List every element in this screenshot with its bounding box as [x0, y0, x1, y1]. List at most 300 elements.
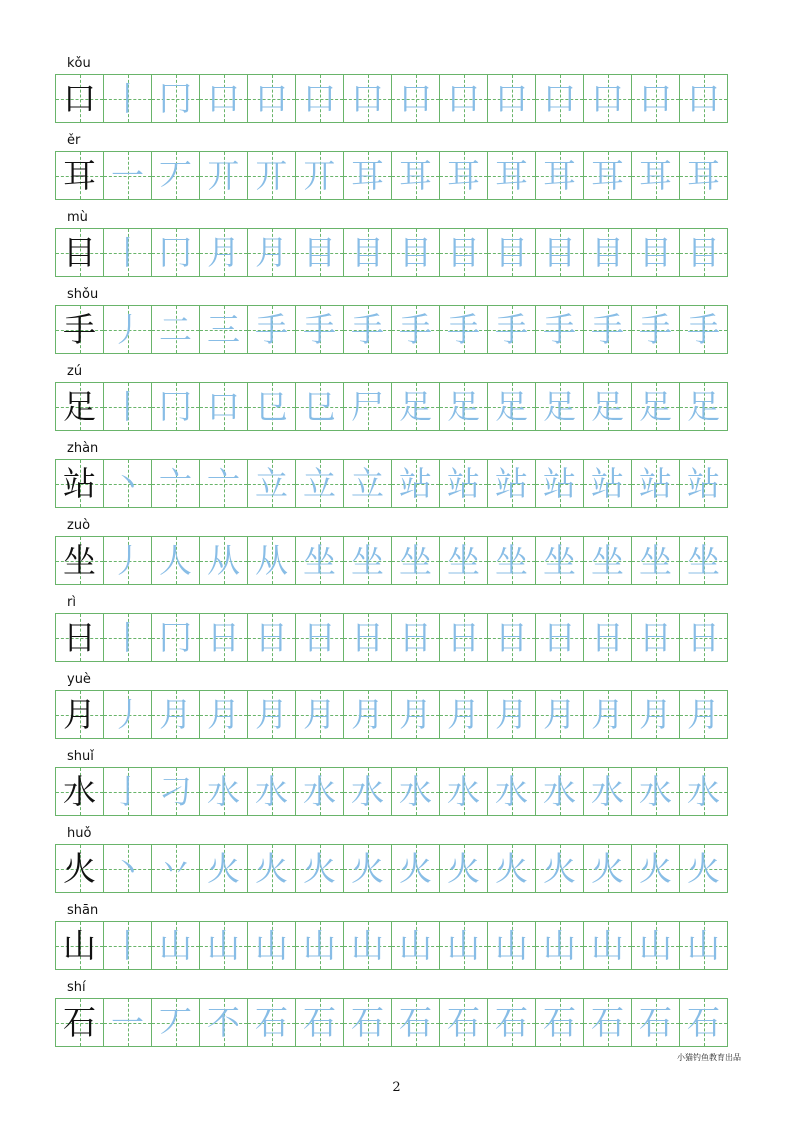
trace-cell: [343, 844, 392, 893]
stroke-step-character: 耳: [543, 156, 576, 195]
trace-cell: [295, 74, 344, 123]
trace-cell: [391, 228, 440, 277]
trace-cell: [103, 613, 152, 662]
stroke-step-character: 尸: [351, 387, 384, 426]
pinyin-label: shān: [67, 903, 99, 918]
trace-cell: [343, 998, 392, 1047]
practice-row: [55, 594, 741, 666]
trace-cell: [487, 228, 536, 277]
trace-cell: [679, 151, 728, 200]
stroke-step-character: 水: [639, 772, 672, 811]
stroke-step-character: 口: [303, 79, 336, 118]
trace-cell: [487, 382, 536, 431]
trace-cell: [583, 459, 632, 508]
trace-cell: [679, 459, 728, 508]
stroke-step-character: 石: [543, 1003, 576, 1042]
stroke-step-character: 山: [687, 926, 720, 965]
trace-cell: [679, 690, 728, 739]
stroke-step-character: 石: [591, 1003, 624, 1042]
trace-cell: [679, 921, 728, 970]
trace-cell: [151, 536, 200, 585]
stroke-step-character: 坐: [399, 541, 432, 580]
trace-cell: [103, 74, 152, 123]
stroke-step-character: 山: [591, 926, 624, 965]
stroke-step-character: 日: [543, 618, 576, 657]
trace-cell: [199, 536, 248, 585]
trace-cell: [631, 74, 680, 123]
trace-cell: [487, 536, 536, 585]
trace-cell: [199, 305, 248, 354]
model-cell: [55, 767, 104, 816]
stroke-step-character: 站: [543, 464, 576, 503]
trace-cell: [487, 767, 536, 816]
stroke-step-character: 口: [399, 79, 432, 118]
stroke-step-character: 日: [351, 618, 384, 657]
stroke-step-character: 刁: [159, 772, 192, 811]
stroke-step-character: 坐: [639, 541, 672, 580]
trace-cell: [391, 382, 440, 431]
trace-cell: [583, 921, 632, 970]
stroke-step-character: 山: [447, 926, 480, 965]
trace-cell: [583, 74, 632, 123]
trace-cell: [151, 305, 200, 354]
trace-cell: [583, 151, 632, 200]
trace-cell: [343, 151, 392, 200]
trace-cell: [391, 844, 440, 893]
grid-cells: [55, 151, 728, 200]
trace-cell: [679, 536, 728, 585]
publisher-credit: 小猫钓鱼教育出品: [677, 1053, 741, 1062]
pinyin-label: yuè: [67, 672, 91, 687]
trace-cell: [631, 613, 680, 662]
practice-row: [55, 286, 741, 358]
trace-cell: [583, 228, 632, 277]
trace-cell: [343, 613, 392, 662]
stroke-step-character: 站: [687, 464, 720, 503]
stroke-step-character: 口: [207, 387, 240, 426]
practice-row: [55, 902, 741, 974]
stroke-step-character: 㔾: [303, 387, 336, 426]
stroke-step-character: 站: [639, 464, 672, 503]
stroke-step-character: 日: [303, 618, 336, 657]
stroke-step-character: 月: [159, 695, 192, 734]
model-cell: [55, 382, 104, 431]
trace-cell: [391, 305, 440, 354]
stroke-step-character: 口: [639, 79, 672, 118]
stroke-step-character: 月: [207, 695, 240, 734]
trace-cell: [679, 844, 728, 893]
stroke-step-character: 目: [447, 233, 480, 272]
stroke-step-character: 不: [207, 1003, 240, 1042]
stroke-step-character: 火: [591, 849, 624, 888]
trace-cell: [199, 767, 248, 816]
stroke-step-character: 立: [351, 464, 384, 503]
stroke-step-character: 站: [495, 464, 528, 503]
trace-cell: [439, 382, 488, 431]
stroke-step-character: 站: [399, 464, 432, 503]
trace-cell: [247, 690, 296, 739]
stroke-step-character: 耳: [639, 156, 672, 195]
trace-cell: [391, 613, 440, 662]
stroke-step-character: 手: [687, 310, 720, 349]
stroke-step-character: 足: [399, 387, 432, 426]
stroke-step-character: 手: [399, 310, 432, 349]
pinyin-label: zú: [67, 364, 83, 379]
stroke-step-character: 一: [111, 1003, 144, 1042]
trace-cell: [199, 151, 248, 200]
stroke-step-character: 耳: [495, 156, 528, 195]
practice-row: [55, 671, 741, 743]
stroke-step-character: 水: [687, 772, 720, 811]
grid-cells: [55, 536, 728, 585]
trace-cell: [295, 921, 344, 970]
stroke-step-character: 水: [447, 772, 480, 811]
trace-cell: [103, 151, 152, 200]
trace-cell: [151, 690, 200, 739]
stroke-step-character: 月: [399, 695, 432, 734]
stroke-step-character: 山: [255, 926, 288, 965]
stroke-step-character: 耳: [591, 156, 624, 195]
stroke-step-character: 目: [639, 233, 672, 272]
stroke-step-character: 亅: [111, 772, 144, 811]
stroke-step-character: 耳: [351, 156, 384, 195]
trace-cell: [439, 613, 488, 662]
trace-cell: [343, 305, 392, 354]
trace-cell: [631, 382, 680, 431]
stroke-step-character: 丌: [255, 156, 288, 195]
trace-cell: [295, 459, 344, 508]
trace-cell: [583, 844, 632, 893]
stroke-step-character: 口: [351, 79, 384, 118]
stroke-step-character: 火: [639, 849, 672, 888]
trace-cell: [487, 998, 536, 1047]
trace-cell: [535, 305, 584, 354]
model-cell: [55, 74, 104, 123]
grid-cells: [55, 228, 728, 277]
stroke-step-character: 目: [591, 233, 624, 272]
trace-cell: [343, 382, 392, 431]
trace-cell: [103, 459, 152, 508]
practice-row: [55, 55, 741, 127]
stroke-step-character: 丆: [159, 1003, 192, 1042]
stroke-step-character: 坐: [447, 541, 480, 580]
trace-cell: [391, 536, 440, 585]
trace-cell: [487, 151, 536, 200]
stroke-step-character: 火: [399, 849, 432, 888]
trace-cell: [583, 305, 632, 354]
trace-cell: [343, 536, 392, 585]
trace-cell: [391, 151, 440, 200]
stroke-step-character: 水: [495, 772, 528, 811]
trace-cell: [631, 459, 680, 508]
stroke-step-character: 山: [159, 926, 192, 965]
stroke-step-character: 山: [303, 926, 336, 965]
model-cell: [55, 844, 104, 893]
trace-cell: [631, 998, 680, 1047]
trace-cell: [103, 921, 152, 970]
trace-cell: [439, 844, 488, 893]
stroke-step-character: 日: [447, 618, 480, 657]
trace-cell: [151, 767, 200, 816]
stroke-step-character: 丶: [111, 464, 144, 503]
pinyin-label: kǒu: [67, 56, 91, 71]
stroke-step-character: 石: [351, 1003, 384, 1042]
trace-cell: [199, 74, 248, 123]
practice-row: [55, 979, 741, 1051]
stroke-step-character: 月: [351, 695, 384, 734]
trace-cell: [439, 921, 488, 970]
stroke-step-character: 耳: [399, 156, 432, 195]
stroke-step-character: 月: [207, 233, 240, 272]
stroke-step-character: 丨: [111, 618, 144, 657]
stroke-step-character: 足: [495, 387, 528, 426]
trace-cell: [151, 74, 200, 123]
pinyin-label: huǒ: [67, 826, 92, 841]
stroke-step-character: 日: [255, 618, 288, 657]
trace-cell: [535, 151, 584, 200]
stroke-step-character: 月: [255, 233, 288, 272]
model-character: 站: [63, 464, 96, 503]
model-character: 足: [63, 387, 96, 426]
trace-cell: [247, 459, 296, 508]
trace-cell: [295, 305, 344, 354]
grid-cells: [55, 305, 728, 354]
trace-cell: [439, 998, 488, 1047]
stroke-step-character: 水: [303, 772, 336, 811]
trace-cell: [679, 767, 728, 816]
stroke-step-character: 月: [495, 695, 528, 734]
trace-cell: [295, 613, 344, 662]
stroke-step-character: 火: [687, 849, 720, 888]
stroke-step-character: 从: [207, 541, 240, 580]
trace-cell: [391, 998, 440, 1047]
stroke-step-character: 手: [591, 310, 624, 349]
trace-cell: [199, 690, 248, 739]
stroke-step-character: 口: [207, 79, 240, 118]
stroke-step-character: 三: [207, 310, 240, 349]
trace-cell: [247, 767, 296, 816]
trace-cell: [487, 921, 536, 970]
grid-cells: [55, 998, 728, 1047]
trace-cell: [103, 690, 152, 739]
trace-cell: [247, 74, 296, 123]
trace-cell: [151, 998, 200, 1047]
model-cell: [55, 228, 104, 277]
pinyin-label: shí: [67, 980, 86, 995]
trace-cell: [535, 767, 584, 816]
pinyin-label: rì: [67, 595, 76, 610]
stroke-step-character: 口: [255, 79, 288, 118]
trace-cell: [583, 767, 632, 816]
stroke-step-character: 丶: [111, 849, 144, 888]
trace-cell: [295, 767, 344, 816]
stroke-step-character: 日: [591, 618, 624, 657]
stroke-step-character: 火: [303, 849, 336, 888]
trace-cell: [295, 998, 344, 1047]
stroke-step-character: 月: [543, 695, 576, 734]
stroke-step-character: 月: [591, 695, 624, 734]
stroke-step-character: 目: [399, 233, 432, 272]
stroke-step-character: 水: [351, 772, 384, 811]
trace-cell: [439, 305, 488, 354]
stroke-step-character: 日: [495, 618, 528, 657]
practice-row: [55, 748, 741, 820]
stroke-step-character: 山: [543, 926, 576, 965]
practice-row: [55, 440, 741, 512]
trace-cell: [391, 921, 440, 970]
trace-cell: [583, 613, 632, 662]
stroke-step-character: 足: [447, 387, 480, 426]
trace-cell: [535, 459, 584, 508]
trace-cell: [487, 690, 536, 739]
stroke-step-character: 火: [351, 849, 384, 888]
trace-cell: [343, 690, 392, 739]
stroke-step-character: 丷: [159, 849, 192, 888]
stroke-step-character: 水: [207, 772, 240, 811]
trace-cell: [199, 921, 248, 970]
grid-cells: [55, 844, 728, 893]
model-character: 山: [63, 926, 96, 965]
stroke-step-character: 冂: [159, 618, 192, 657]
trace-cell: [631, 921, 680, 970]
trace-cell: [343, 74, 392, 123]
stroke-step-character: 日: [399, 618, 432, 657]
grid-cells: [55, 74, 728, 123]
trace-cell: [439, 151, 488, 200]
model-character: 坐: [63, 541, 96, 580]
stroke-step-character: 口: [687, 79, 720, 118]
pinyin-label: zuò: [67, 518, 91, 533]
stroke-step-character: 坐: [495, 541, 528, 580]
trace-cell: [343, 767, 392, 816]
trace-cell: [103, 382, 152, 431]
trace-cell: [247, 305, 296, 354]
grid-cells: [55, 459, 728, 508]
stroke-step-character: 山: [495, 926, 528, 965]
stroke-step-character: 丆: [159, 156, 192, 195]
trace-cell: [631, 536, 680, 585]
trace-cell: [535, 998, 584, 1047]
trace-cell: [199, 459, 248, 508]
stroke-step-character: 手: [495, 310, 528, 349]
trace-cell: [487, 305, 536, 354]
trace-cell: [247, 536, 296, 585]
trace-cell: [151, 382, 200, 431]
stroke-step-character: 日: [687, 618, 720, 657]
trace-cell: [631, 844, 680, 893]
stroke-step-character: 坐: [543, 541, 576, 580]
stroke-step-character: 从: [255, 541, 288, 580]
stroke-step-character: 丿: [111, 310, 144, 349]
trace-cell: [487, 459, 536, 508]
stroke-step-character: 耳: [687, 156, 720, 195]
trace-cell: [679, 998, 728, 1047]
stroke-step-character: 足: [543, 387, 576, 426]
trace-cell: [679, 74, 728, 123]
trace-cell: [103, 228, 152, 277]
model-character: 月: [63, 695, 96, 734]
stroke-step-character: 㔾: [255, 387, 288, 426]
stroke-step-character: 丌: [303, 156, 336, 195]
stroke-step-character: 丌: [207, 156, 240, 195]
pinyin-label: mù: [67, 210, 88, 225]
pinyin-label: zhàn: [67, 441, 99, 456]
stroke-step-character: 山: [399, 926, 432, 965]
trace-cell: [631, 305, 680, 354]
stroke-step-character: 石: [303, 1003, 336, 1042]
stroke-step-character: 水: [591, 772, 624, 811]
model-character: 水: [63, 772, 96, 811]
grid-cells: [55, 382, 728, 431]
trace-cell: [247, 998, 296, 1047]
stroke-step-character: 水: [255, 772, 288, 811]
stroke-step-character: 坐: [591, 541, 624, 580]
pinyin-label: ěr: [67, 133, 81, 148]
trace-cell: [631, 690, 680, 739]
trace-cell: [535, 536, 584, 585]
trace-cell: [199, 613, 248, 662]
stroke-step-character: 亠: [159, 464, 192, 503]
trace-cell: [631, 767, 680, 816]
stroke-step-character: 石: [399, 1003, 432, 1042]
stroke-step-character: 丿: [111, 541, 144, 580]
stroke-step-character: 口: [447, 79, 480, 118]
stroke-step-character: 丨: [111, 387, 144, 426]
stroke-step-character: 目: [543, 233, 576, 272]
stroke-step-character: 月: [255, 695, 288, 734]
trace-cell: [487, 844, 536, 893]
page-number: 2: [392, 1080, 401, 1095]
practice-row: [55, 209, 741, 281]
stroke-step-character: 手: [255, 310, 288, 349]
trace-cell: [151, 459, 200, 508]
trace-cell: [103, 536, 152, 585]
trace-cell: [391, 74, 440, 123]
trace-cell: [247, 921, 296, 970]
trace-cell: [631, 228, 680, 277]
stroke-step-character: 足: [687, 387, 720, 426]
trace-cell: [295, 690, 344, 739]
stroke-step-character: 丨: [111, 926, 144, 965]
stroke-step-character: 立: [255, 464, 288, 503]
trace-cell: [679, 305, 728, 354]
grid-cells: [55, 921, 728, 970]
stroke-step-character: 日: [639, 618, 672, 657]
grid-cells: [55, 613, 728, 662]
trace-cell: [439, 228, 488, 277]
stroke-step-character: 石: [687, 1003, 720, 1042]
practice-row: [55, 363, 741, 435]
stroke-step-character: 水: [543, 772, 576, 811]
stroke-step-character: 口: [543, 79, 576, 118]
stroke-step-character: 火: [495, 849, 528, 888]
stroke-step-character: 火: [255, 849, 288, 888]
pinyin-label: shǒu: [67, 287, 99, 302]
trace-cell: [391, 767, 440, 816]
trace-cell: [247, 228, 296, 277]
stroke-step-character: 站: [447, 464, 480, 503]
stroke-step-character: 月: [687, 695, 720, 734]
trace-cell: [535, 228, 584, 277]
trace-cell: [487, 613, 536, 662]
trace-cell: [583, 690, 632, 739]
trace-cell: [247, 151, 296, 200]
model-character: 手: [63, 310, 96, 349]
model-cell: [55, 921, 104, 970]
grid-cells: [55, 767, 728, 816]
trace-cell: [343, 459, 392, 508]
stroke-step-character: 丨: [111, 79, 144, 118]
